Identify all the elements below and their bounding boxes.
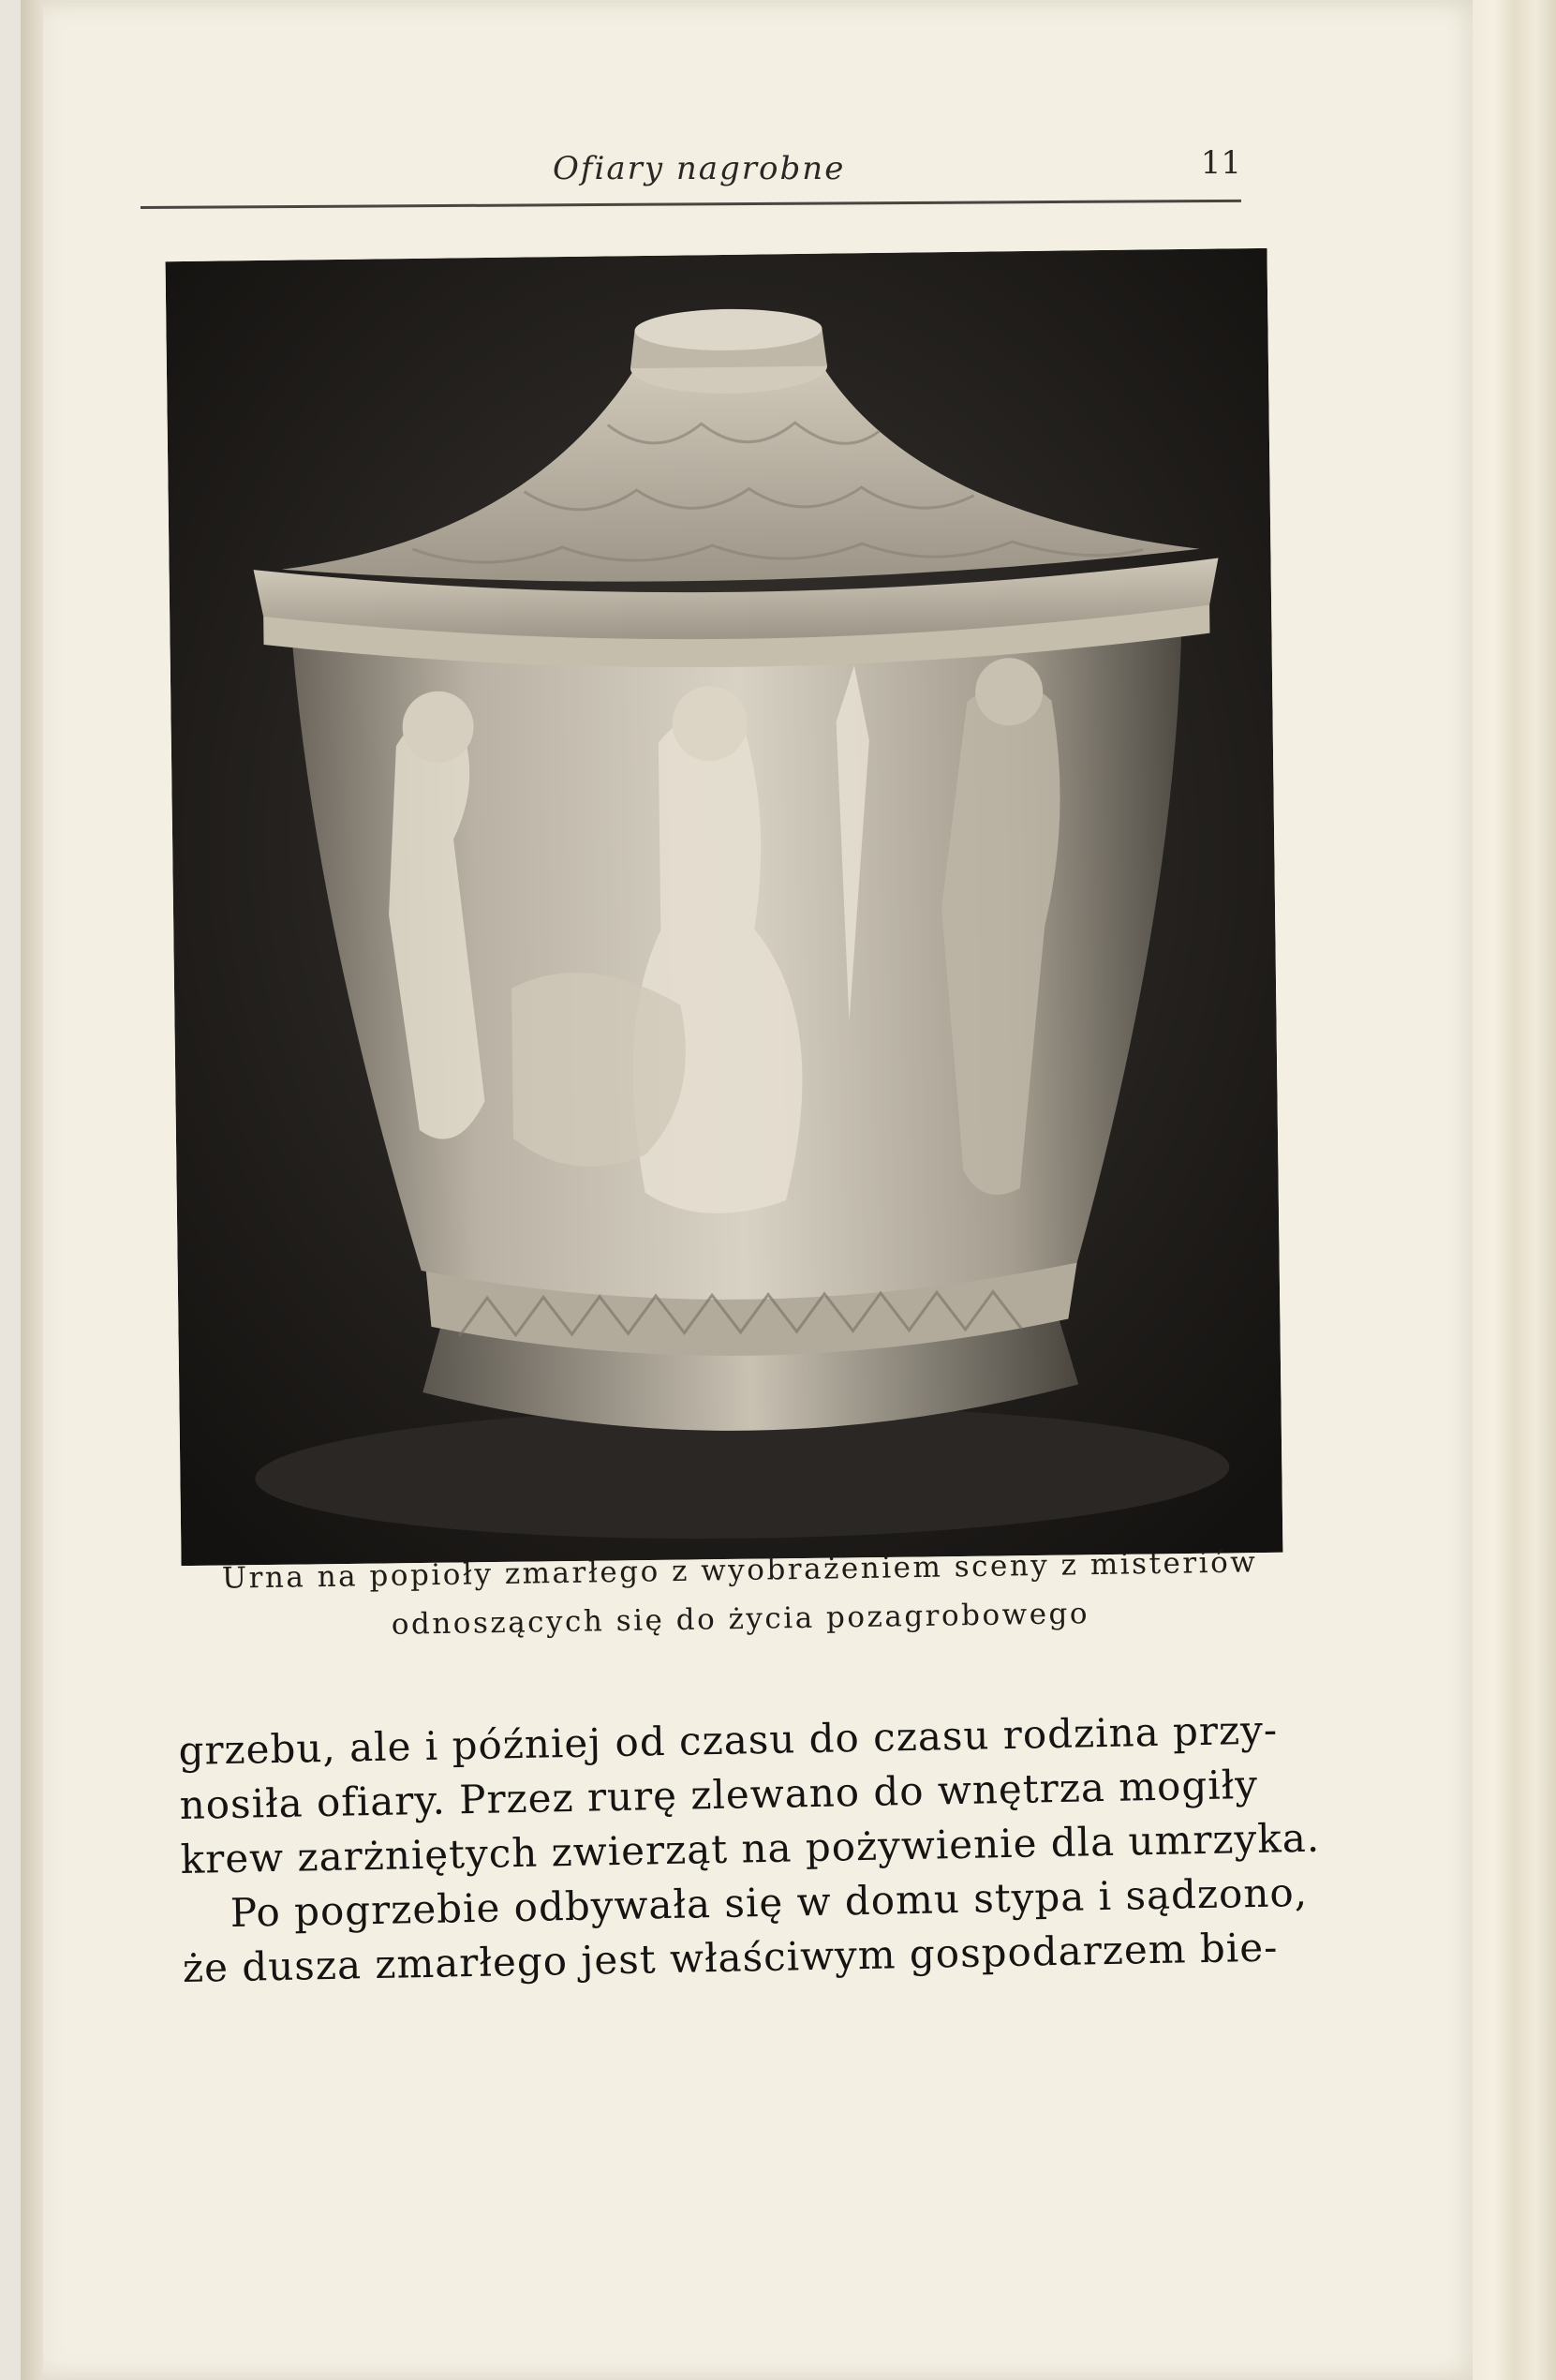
body-line: że dusza zmarłego jest właściwym gospodarzem bie- [182,1924,1279,1991]
body-paragraphs [178,1702,1330,1995]
caption-line: Urna na popioły zmarłego z wyobrażeniem sceny z misteriów [221,1545,1258,1596]
page-number: 11 [1200,144,1241,182]
header-rule [141,200,1241,209]
body-line: Po pogrzebie odbywała się w domu stypa i sądzono, [230,1868,1309,1936]
body-line: nosiła ofiary. Przez rurę zlewano do wnętrza mogiły [179,1761,1259,1828]
body-line: krew zarżniętych zwierząt na pożywienie dla umrzyka. [180,1814,1321,1882]
urn-photograph-image [166,248,1283,1566]
running-title: Ofiary nagrobne [553,150,846,187]
running-head [141,131,1241,225]
figure-caption [186,1538,1293,1653]
urn-photograph [166,248,1283,1566]
caption-line: odnoszących się do życia pozagrobowego [391,1597,1090,1642]
body-line: grzebu, ale i później od czasu do czasu rodzina przy- [178,1706,1279,1774]
page-gutter [21,0,43,2380]
